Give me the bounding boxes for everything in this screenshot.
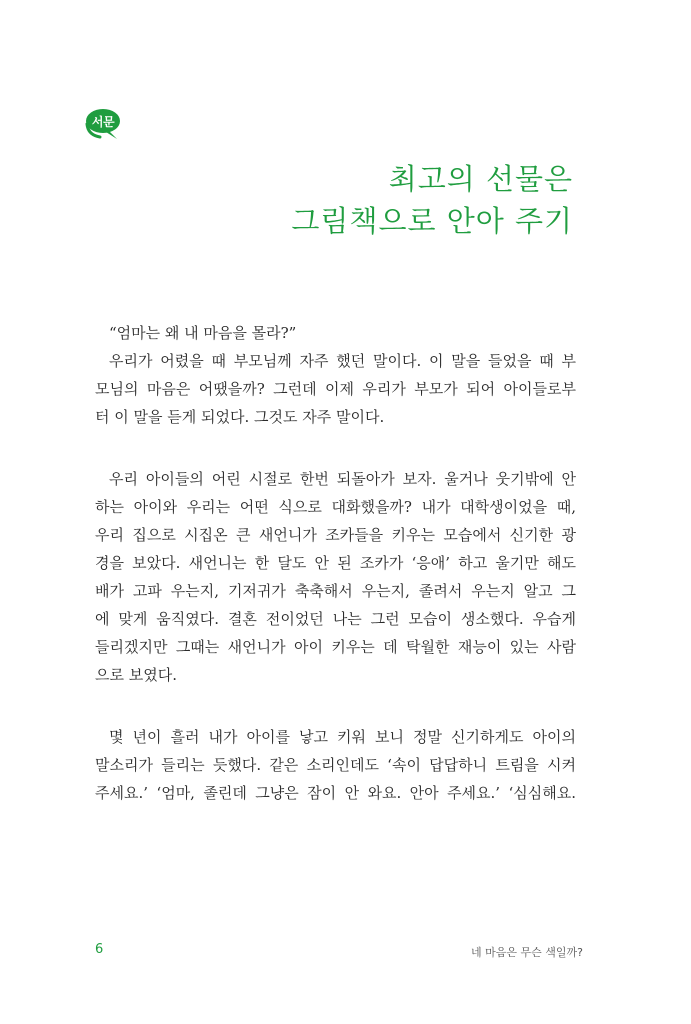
- title-line-1: 최고의 선물은: [388, 162, 573, 196]
- text-line: 들리겠지만 그때는 새언니가 아이 키우는 데 탁월한 재능이 있는 사람: [95, 638, 576, 656]
- section-badge-label: 서문: [91, 115, 115, 129]
- running-footer-title: 네 마음은 무슨 색일까?: [471, 946, 583, 959]
- text-line: 으로 보였다.: [95, 666, 177, 684]
- paragraph-2: [95, 347, 576, 431]
- text-line: 주세요.’ ‘엄마, 졸린데 그냥은 잠이 안 와요. 안아 주세요.’ ‘심심해요.: [95, 784, 576, 802]
- paragraph-4: [95, 723, 576, 807]
- text-line: 몇 년이 흘러 내가 아이를 낳고 키워 보니 정말 신기하게도 아이의: [109, 728, 576, 746]
- text-line: 터 이 말을 듣게 되었다. 그것도 자주 말이다.: [95, 408, 385, 426]
- text-line: 경을 보았다. 새언니는 한 달도 안 된 조카가 ‘응애’ 하고 울기만 해도: [95, 554, 576, 572]
- title-line-2: 그림책으로 안아 주기: [291, 204, 573, 238]
- text-line: 에 맞게 움직였다. 결혼 전이었던 나는 그런 모습이 생소했다. 우습게: [95, 610, 576, 628]
- page-title: [291, 158, 573, 242]
- text-line: 배가 고파 우는지, 기저귀가 축축해서 우는지, 졸려서 우는지 알고 그: [95, 582, 576, 600]
- text-line: “엄마는 왜 내 마음을 몰라?”: [109, 324, 297, 342]
- body-text: [95, 319, 576, 807]
- section-badge: [84, 108, 124, 142]
- page-number: 6: [95, 942, 104, 957]
- text-line: 우리 아이들의 어린 시절로 한번 되돌아가 보자. 울거나 웃기밖에 안: [109, 470, 576, 488]
- paragraph-3: [95, 465, 576, 689]
- text-line: 우리 집으로 시집온 큰 새언니가 조카들을 키우는 모습에서 신기한 광: [95, 526, 576, 544]
- text-line: 말소리가 들리는 듯했다. 같은 소리인데도 ‘속이 답답하니 트림을 시켜: [95, 756, 576, 774]
- text-line: 모님의 마음은 어땠을까? 그런데 이제 우리가 부모가 되어 아이들로부: [95, 380, 576, 398]
- text-line: 하는 아이와 우리는 어떤 식으로 대화했을까? 내가 대학생이었을 때,: [95, 498, 576, 516]
- paragraph-1: [95, 319, 576, 347]
- text-line: 우리가 어렸을 때 부모님께 자주 했던 말이다. 이 말을 들었을 때 부: [109, 352, 576, 370]
